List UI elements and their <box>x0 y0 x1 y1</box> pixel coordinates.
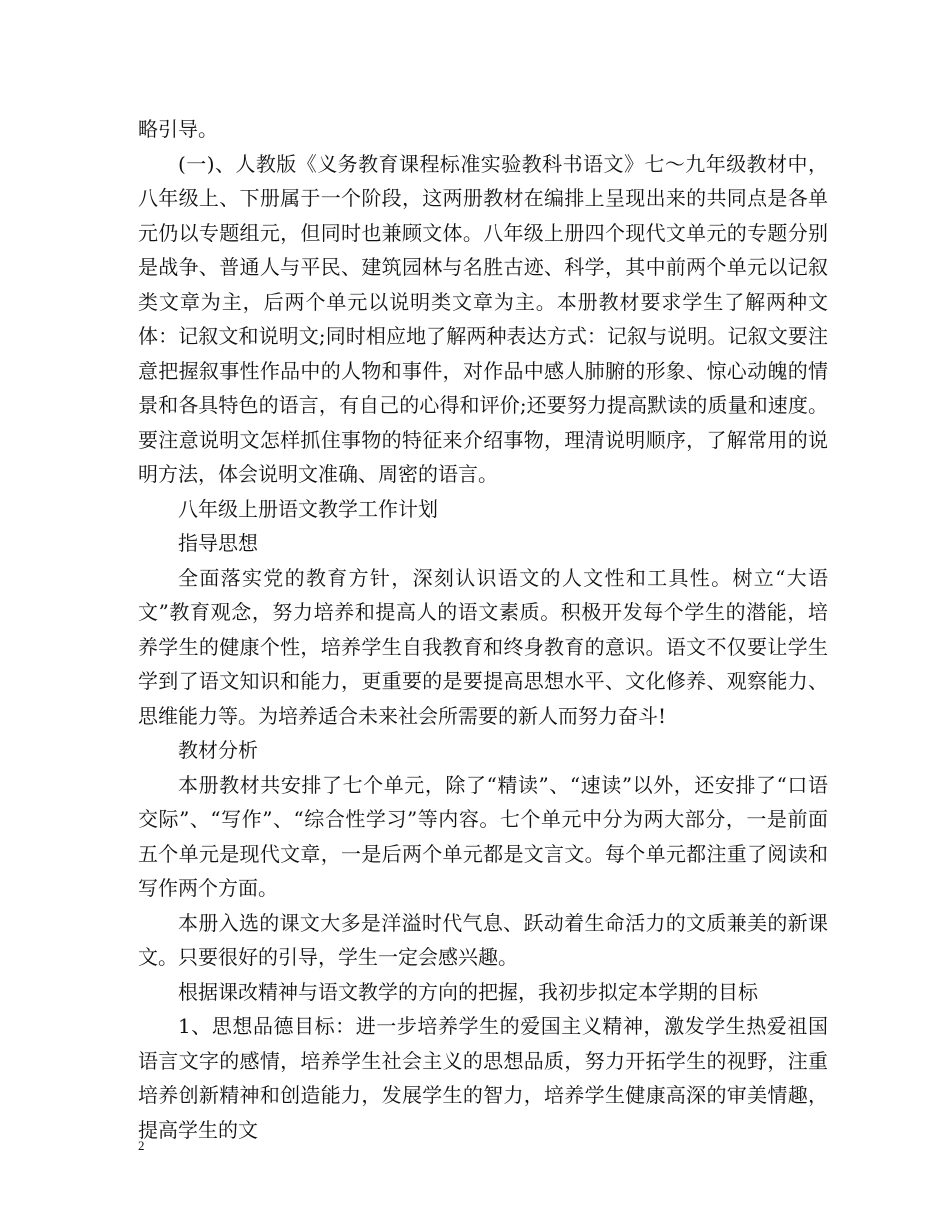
paragraph: 本册入选的课文大多是洋溢时代气息、跃动着生命活力的文质兼美的新课文。只要很好的引导，学生一定会感兴趣。 <box>138 910 828 969</box>
paragraph: 本册教材共安排了七个单元，除了“精读”、“速读”以外，还安排了“口语交际”、“写作”、“综合性学习”等内容。七个单元中分为两大部分，一是前面五个单元是现代文章，一是后两个单元都是文言文。每个单元都注重了阅读和写作两个方面。 <box>138 772 828 900</box>
paragraph: 根据课改精神与语文教学的方向的把握，我初步拟定本学期的目标 <box>178 979 758 1004</box>
page-number: 2 <box>138 1138 145 1153</box>
section-heading: 教材分析 <box>178 738 258 762</box>
paragraph: 1、思想品德目标：进一步培养学生的爱国主义精神，激发学生热爱祖国语言文字的感情，培养学生社会主义的思想品质，努力开拓学生的视野，注重培养创新精神和创造能力，发展学生的智力，培养学生健康高深的审美情趣，提高学生的文 <box>138 1014 828 1142</box>
section-title: 八年级上册语文教学工作计划 <box>178 496 438 521</box>
paragraph: 全面落实党的教育方针，深刻认识语文的人文性和工具性。树立“大语文”教育观念，努力培养和提高人的语文素质。积极开发每个学生的潜能，培养学生的健康个性，培养学生自我教育和终身教育的意识。语文不仅要让学生学到了语文知识和能力，更重要的是要提高思想水平、文化修养、观察能力、思维能力等。为培养适合未来社会所需要的新人而努力奋斗! <box>138 565 828 728</box>
document-body <box>138 112 828 1147</box>
paragraph: (一)、人教版《义务教育课程标准实验教科书语文》七～九年级教材中，八年级上、下册属于一个阶段，这两册教材在编排上呈现出来的共同点是各单元仍以专题组元，但同时也兼顾文体。八年级上册四个现代文单元的专题分别是战争、普通人与平民、建筑园林与名胜古迹、科学，其中前两个单元以记叙类文章为主，后两个单元以说明类文章为主。本册教材要求学生了解两种文体：记叙文和说明文;同时相应地了解两种表达方式：记叙与说明。记叙文要注意把握叙事性作品中的人物和事件，对作品中感人肺腑的形象、惊心动魄的情景和各具特色的语言，有自己的心得和评价;还要努力提高默读的质量和速度。要注意说明文怎样抓住事物的特征来介绍事物，理清说明顺序，了解常用的说明方法，体会说明文准确、周密的语言。 <box>138 151 828 486</box>
paragraph: 略引导。 <box>138 117 218 141</box>
section-heading: 指导思想 <box>178 531 258 555</box>
